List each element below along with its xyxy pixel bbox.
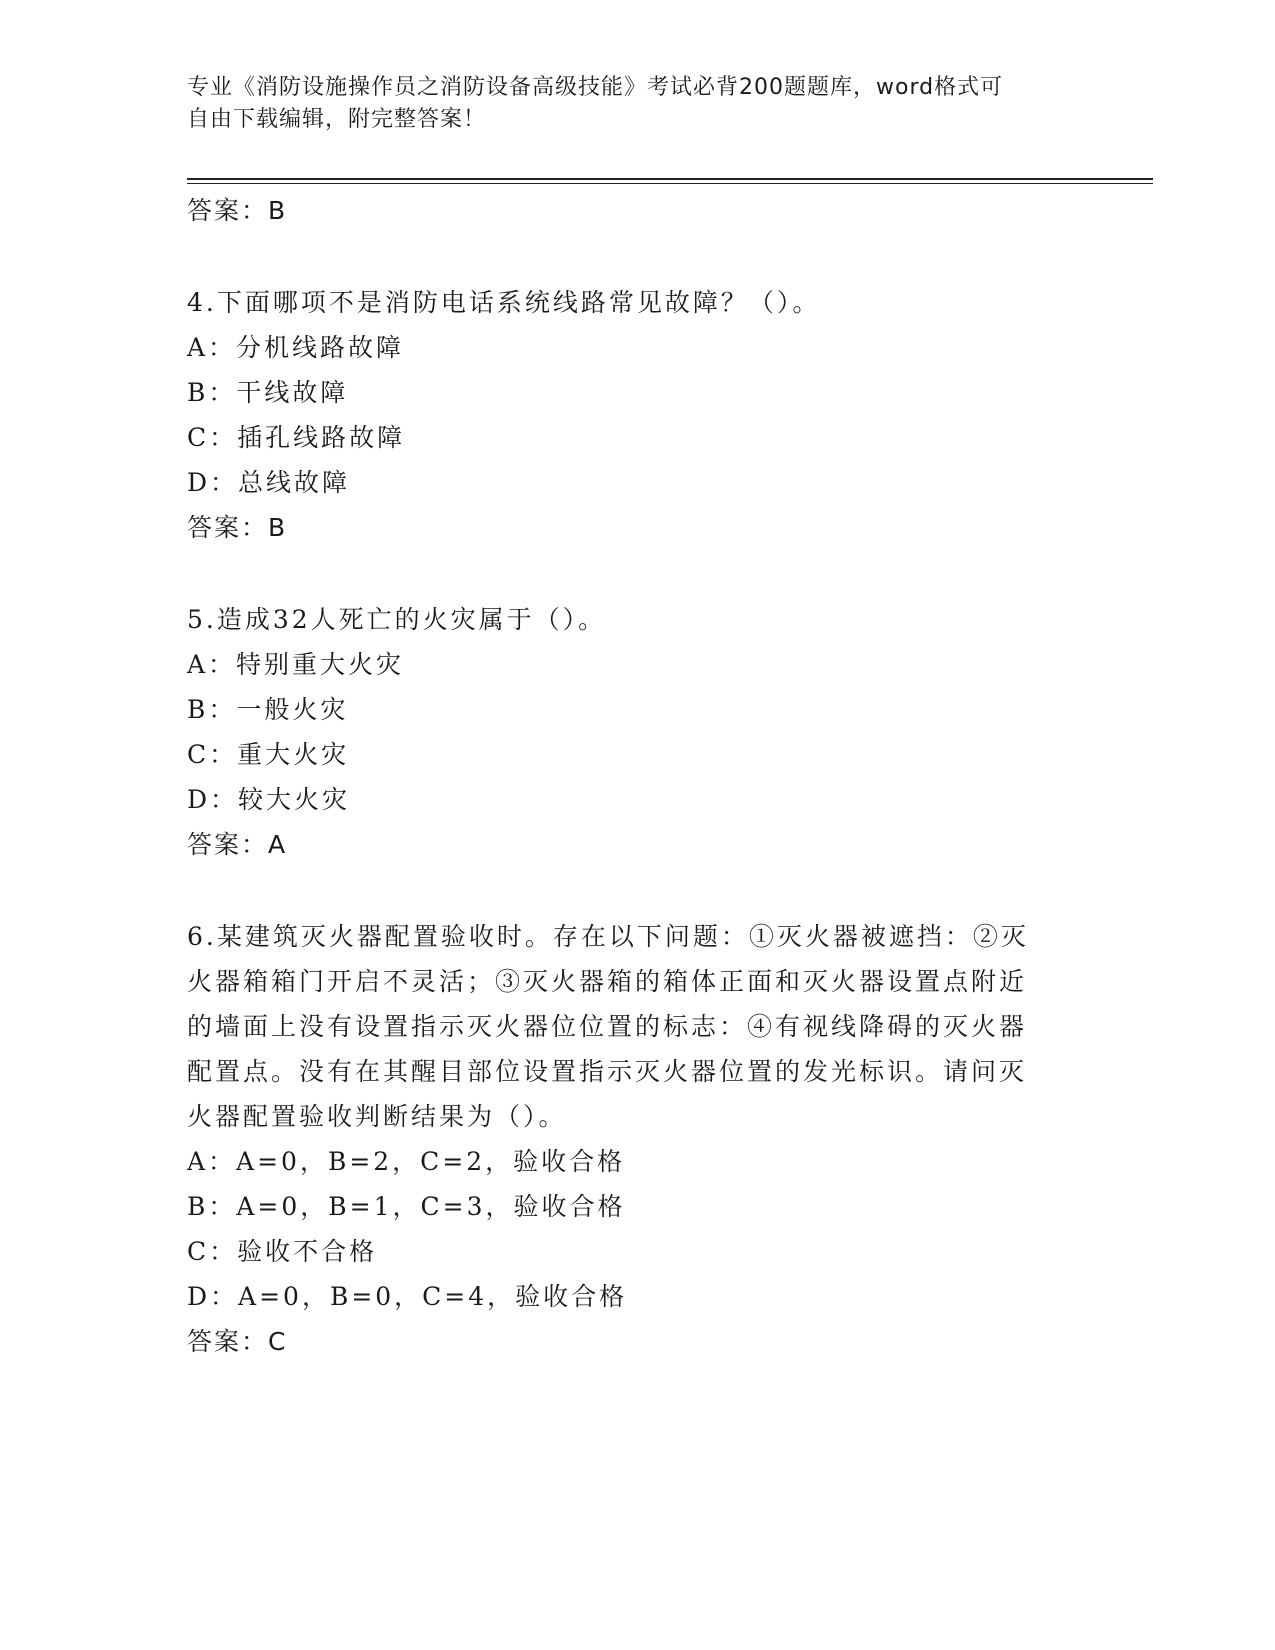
header-divider-thick <box>187 178 1153 180</box>
question-stem-line-3: 的墙面上没有设置指示灭火器位位置的标志：④有视线降碍的灭火器 <box>187 1012 1028 1041</box>
answer-line: 答案：C <box>187 1327 288 1356</box>
question-stem: 4.下面哪项不是消防电话系统线路常见故障？（）。 <box>187 288 821 317</box>
header-divider-thin <box>187 183 1153 184</box>
question-stem-line-1: 6.某建筑灭火器配置验收时。存在以下问题：①灭火器被遮挡：②灭 <box>187 922 1029 951</box>
spacer <box>187 867 1067 914</box>
question-list <box>187 188 1067 1364</box>
spacer <box>187 233 1067 280</box>
option-a: A：分机线路故障 <box>187 333 405 362</box>
option-d: D：较大火灾 <box>187 785 351 814</box>
option-c: C：验收不合格 <box>187 1237 378 1266</box>
option-d: D：A=0，B=0，C=4，验收合格 <box>187 1282 628 1311</box>
question-stem-line-2: 火器箱箱门开启不灵活；③灭火器箱的箱体正面和灭火器设置点附近 <box>187 967 1028 996</box>
answer-line: 答案：B <box>187 513 288 542</box>
question-block-5 <box>187 597 1067 867</box>
question-stem: 5.造成32人死亡的火灾属于（）。 <box>187 605 607 634</box>
option-a: A：A=0，B=2，C=2，验收合格 <box>187 1147 626 1176</box>
option-b: B：A=0，B=1，C=3，验收合格 <box>187 1192 626 1221</box>
spacer <box>187 550 1067 597</box>
answer-line: 答案：A <box>187 830 288 859</box>
question-stem-line-5: 火器配置验收判断结果为（）。 <box>187 1102 567 1131</box>
header-line-2: 自由下载编辑，附完整答案！ <box>187 107 487 132</box>
question-block-4 <box>187 280 1067 550</box>
answer-line: 答案：B <box>187 196 288 225</box>
option-c: C：插孔线路故障 <box>187 423 406 452</box>
option-b: B：干线故障 <box>187 378 349 407</box>
header-line-1: 专业《消防设施操作员之消防设备高级技能》考试必背200题题库，word格式可 <box>187 75 1004 100</box>
option-d: D：总线故障 <box>187 468 351 497</box>
question-block-6 <box>187 914 1067 1364</box>
question-stem-line-4: 配置点。没有在其醒目部位设置指示灭火器位置的发光标识。请问灭 <box>187 1057 1028 1086</box>
document-header <box>187 72 1057 136</box>
option-c: C：重大火灾 <box>187 740 350 769</box>
option-b: B：一般火灾 <box>187 695 349 724</box>
option-a: A：特别重大火灾 <box>187 650 405 679</box>
